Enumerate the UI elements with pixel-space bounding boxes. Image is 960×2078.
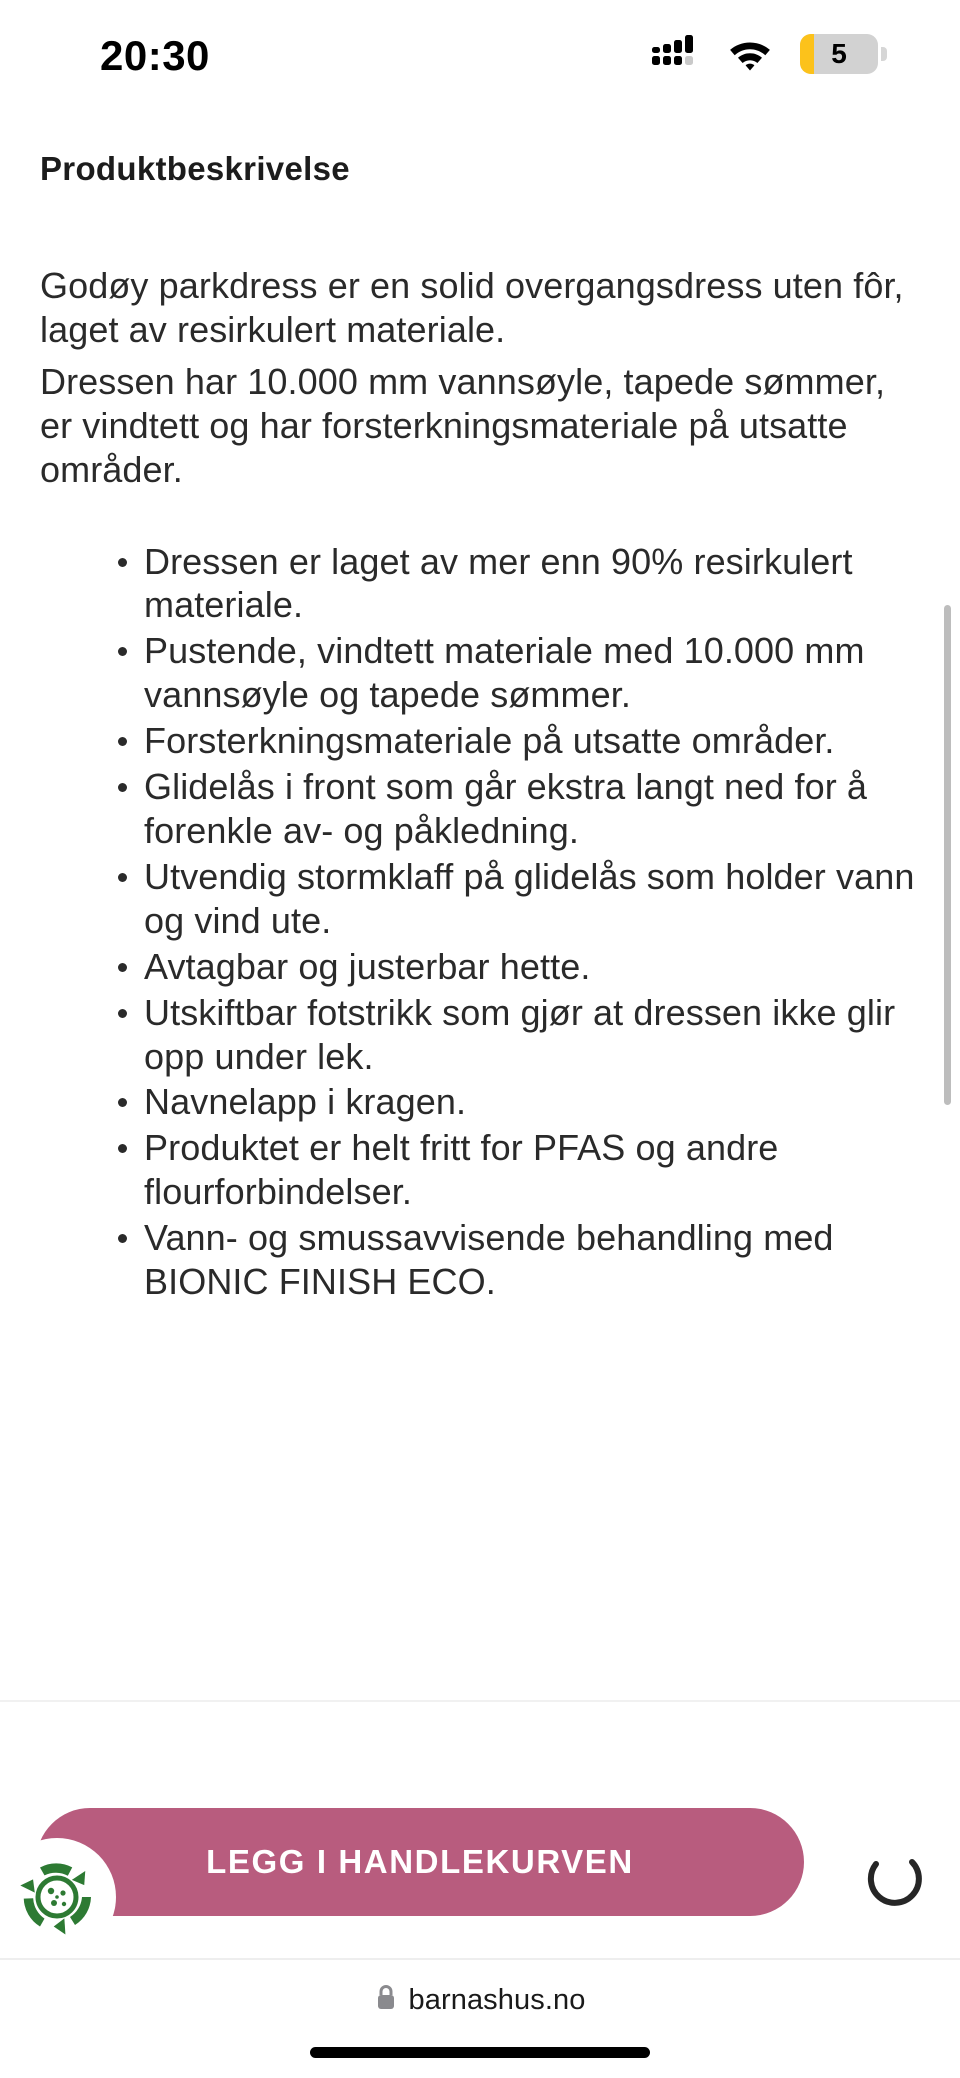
list-item: Utskiftbar fotstrikk som gjør at dressen ikke glir opp under lek. — [118, 991, 920, 1079]
list-item: Glidelås i front som går ekstra langt ned for å forenkle av- og påkledning. — [118, 765, 920, 853]
list-item: Dressen er laget av mer enn 90% resirkulert materiale. — [118, 540, 920, 628]
list-item: Pustende, vindtett materiale med 10.000 mm vannsøyle og tapede sømmer. — [118, 629, 920, 717]
lock-icon — [375, 1984, 397, 2016]
wifi-icon — [726, 36, 774, 72]
battery-icon — [800, 34, 878, 74]
scrollbar[interactable] — [944, 605, 951, 1105]
page-title: Produktbeskrivelse — [40, 150, 350, 187]
cellular-signal-icon — [652, 34, 700, 74]
add-to-cart-button[interactable]: LEGG I HANDLEKURVEN — [36, 1808, 804, 1916]
list-item: Avtagbar og justerbar hette. — [118, 945, 920, 989]
list-item: Forsterkningsmateriale på utsatte områder. — [118, 719, 920, 763]
reload-spinner-icon[interactable] — [862, 1844, 926, 1908]
status-bar — [0, 0, 960, 108]
list-item: Utvendig stormklaff på glidelås som holder vann og vind ute. — [118, 855, 920, 943]
product-description-panel[interactable] — [0, 108, 960, 1700]
list-item: Navnelapp i kragen. — [118, 1080, 920, 1124]
list-item: Vann- og smussavvisende behandling med BIONIC FINISH ECO. — [118, 1216, 920, 1304]
cookie-consent-icon[interactable] — [0, 1838, 116, 1956]
intro-paragraph: Dressen har 10.000 mm vannsøyle, tapede sømmer, er vindtett og har forsterkningsmateriale på utsatte områder. — [40, 360, 886, 490]
divider — [0, 1700, 960, 1702]
intro-paragraph: Godøy parkdress er en solid overgangsdress uten fôr, laget av resirkulert materiale. — [40, 265, 904, 350]
list-item: Produktet er helt fritt for PFAS og andre flourforbindelser. — [118, 1126, 920, 1214]
intro-paragraphs — [40, 264, 920, 492]
battery-level: 5 — [831, 38, 847, 69]
browser-url-bar[interactable] — [0, 1960, 960, 2040]
status-indicators — [652, 34, 888, 74]
feature-list — [40, 540, 920, 1304]
battery-cap — [881, 47, 887, 61]
status-time: 20:30 — [100, 32, 210, 79]
url-text: barnashus.no — [408, 1983, 586, 2016]
home-indicator[interactable] — [310, 2047, 650, 2058]
